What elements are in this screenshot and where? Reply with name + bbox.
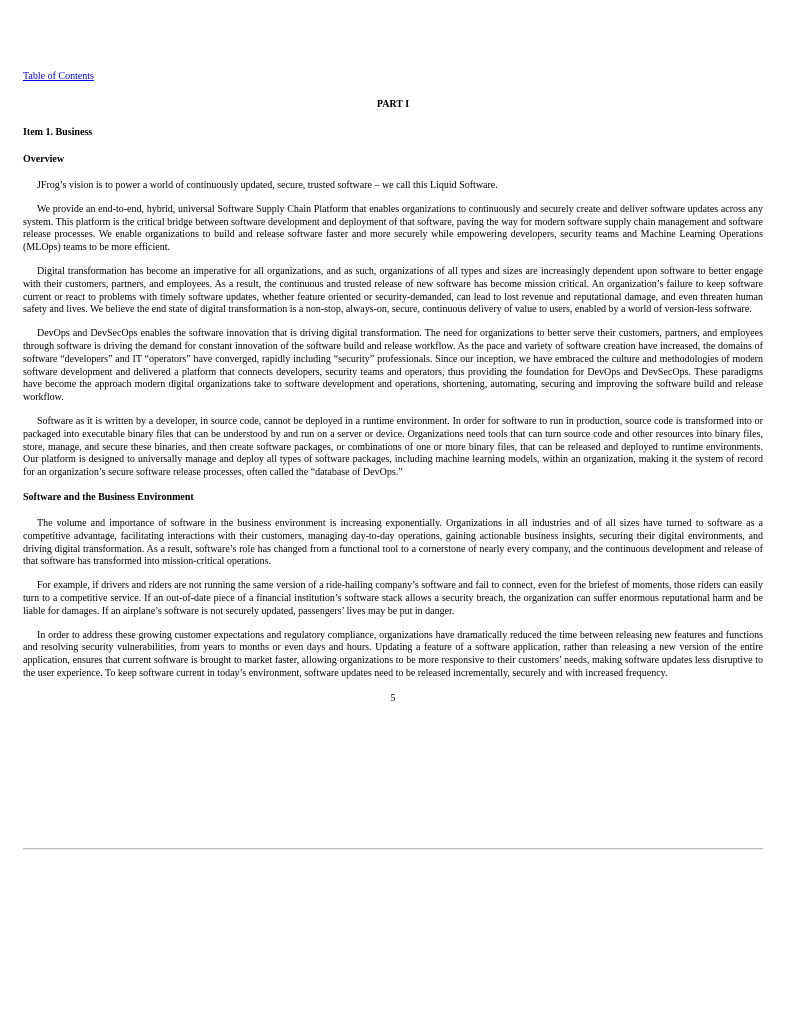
- table-of-contents-link[interactable]: Table of Contents: [23, 71, 94, 82]
- environment-paragraph: The volume and importance of software in the business environment is increasing exponentially. Organizations in all industries and of all sizes have turned to software as a competitive advantage, facilitating interactions with their customers, managing day-to-day operations, gaining actionable business insights, securing their digital environments, and driving digital transformation. As a result, software’s role has changed from a functional tool to a cornerstone of nearly every company, and the continuous development and release of that software has transformed into mission-critical operations.: [23, 517, 763, 568]
- page-number: 5: [390, 692, 396, 704]
- environment-heading: Software and the Business Environment: [23, 491, 194, 503]
- overview-paragraph: We provide an end-to-end, hybrid, universal Software Supply Chain Platform that enables organizations to continuously and securely create and deliver software updates across any system. This platform is the critical bridge between software development and deployment of that software, paving the way for modern software supply chain management and software release processes. We enable organizations to build and release software faster and more securely while empowering developers, security teams and Machine Learning Operations (MLOps) teams to be more efficient.: [23, 203, 763, 254]
- part-title: PART I: [376, 99, 410, 110]
- overview-paragraph: Software as it is written by a developer, in source code, cannot be deployed in a runtime environment. In order for software to run in production, source code is transformed into or packaged into executable binary files that can be understood by and run on a server or device. Organizations need tools that can turn source code and other resources into binary files, store, manage, and secure these binaries, and then create software packages, or combinations of one or more binary files, that can be released and deployed to runtime environments. Our platform is designed to universally manage and deploy all types of software packages, including machine learning models, within an organization, making it the system of record for an organization’s secure software release processes, often called the “database of DevOps.”: [23, 415, 763, 479]
- environment-paragraph: For example, if drivers and riders are not running the same version of a ride-hailing company’s software and fail to connect, even for the briefest of moments, those riders can easily turn to a competitive service. If an out-of-date piece of a financial institution’s software stack allows a security breach, the organization can suffer enormous reputational harm and be liable for damages. If an airplane’s software is not securely updated, passengers’ lives may be put in danger.: [23, 580, 763, 617]
- page-divider: [23, 848, 763, 850]
- item-heading: Item 1. Business: [23, 127, 93, 138]
- overview-paragraph: DevOps and DevSecOps enables the software innovation that is driving digital transformation. The need for organizations to better serve their customers, partners, and employees through software is driving the demand for constant innovation of the software build and release workflow. As the pace and variety of software creation have increased, the domains of software “developers” and IT “operators” have converged, rapidly including “security” professionals. Since our inception, we have embraced the culture and methodologies of modern software development and delivered a platform that connects developers, security teams and operators, thus providing the foundation for DevOps and DevSecOps. These paradigms have become the approach modern digital organizations take to software development and operations, shortening, automating, securing and improving the software build and release workflow.: [23, 328, 763, 404]
- overview-heading: Overview: [23, 154, 65, 165]
- environment-paragraph: In order to address these growing customer expectations and regulatory compliance, organizations have dramatically reduced the time between releasing new features and functions and resolving security vulnerabilities, from years to months or even days and hours. Updating a feature of a software application, rather than releasing a new version of the entire application, ensures that current software is brought to market faster, allowing organizations to be more responsive to their customers’ needs, making software updates less disruptive to the user experience. To keep software current in today’s environment, software updates need to be released incrementally, securely and with increased frequency.: [23, 629, 763, 679]
- overview-paragraph: JFrog’s vision is to power a world of continuously updated, secure, trusted software – we call this Liquid Software.: [37, 180, 498, 191]
- document-page: [23, 70, 763, 705]
- overview-paragraph: Digital transformation has become an imperative for all organizations, and as such, organizations of all types and sizes are increasingly dependent upon software to better engage with their customers, partners, and employees. As a result, the continuous and trusted release of new software has become mission critical. An organization’s failure to keep software current or react to problems with timely software updates, whether feature oriented or security-demanded, can lead to lost revenue and reputational damage, and even threaten human safety and lives. We believe the end state of digital transformation is a non-stop, always-on, secure, continuous delivery of value to users, enabled by a world of version-less software.: [23, 265, 763, 316]
